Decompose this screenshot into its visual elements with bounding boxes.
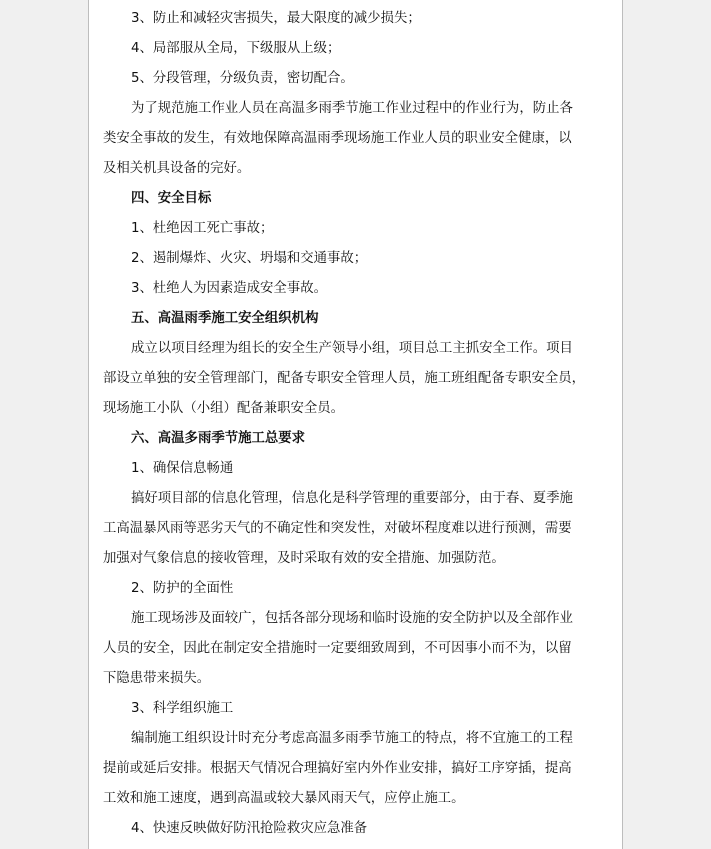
paragraph-line: 为了规范施工作业人员在高温多雨季节施工作业过程中的作业行为，防止各 — [131, 101, 573, 116]
list-item: 2、遏制爆炸、火灾、坍塌和交通事故； — [131, 251, 368, 266]
page-right-border — [622, 0, 623, 849]
list-item: 3、防止和减轻灾害损失，最大限度的减少损失； — [131, 11, 421, 26]
list-item: 4、局部服从全局，下级服从上级； — [131, 41, 341, 56]
subsection-heading: 3、科学组织施工 — [131, 701, 234, 716]
paragraph-line: 提前或延后安排。根据天气情况合理搞好室内外作业安排，搞好工序穿插，提高 — [103, 761, 572, 776]
paragraph-line: 人员的安全，因此在制定安全措施时一定要细致周到，不可因事小而不为，以留 — [103, 641, 572, 656]
subsection-heading: 1、确保信息畅通 — [131, 461, 234, 476]
paragraph-line: 下隐患带来损失。 — [103, 671, 211, 686]
subsection-heading: 2、防护的全面性 — [131, 581, 234, 596]
list-item: 1、杜绝因工死亡事故； — [131, 221, 274, 236]
paragraph-line: 编制施工组织设计时充分考虑高温多雨季节施工的特点，将不宜施工的工程 — [131, 731, 573, 746]
paragraph-line: 现场施工小队（小组）配备兼职安全员。 — [103, 401, 345, 416]
paragraph-line: 加强对气象信息的接收管理，及时采取有效的安全措施、加强防范。 — [103, 551, 505, 566]
section-heading: 四、安全目标 — [131, 191, 212, 206]
paragraph-line: 工高温暴风雨等恶劣天气的不确定性和突发性，对破坏程度难以进行预测，需要 — [103, 521, 572, 536]
list-item: 5、分段管理，分级负责，密切配合。 — [131, 71, 354, 86]
section-heading: 六、高温多雨季节施工总要求 — [131, 431, 306, 446]
paragraph-line: 及相关机具设备的完好。 — [103, 161, 251, 176]
subsection-heading: 4、快速反映做好防汛抢险救灾应急准备 — [131, 821, 368, 836]
page-left-border — [88, 0, 89, 849]
paragraph-line: 工效和施工速度，遇到高温或较大暴风雨天气，应停止施工。 — [103, 791, 465, 806]
paragraph-line: 类安全事故的发生，有效地保障高温雨季现场施工作业人员的职业安全健康，以 — [103, 131, 572, 146]
document-page — [88, 0, 623, 849]
paragraph-line: 施工现场涉及面较广，包括各部分现场和临时设施的安全防护以及全部作业 — [131, 611, 573, 626]
paragraph-line: 搞好项目部的信息化管理，信息化是科学管理的重要部分，由于春、夏季施 — [131, 491, 573, 506]
list-item: 3、杜绝人为因素造成安全事故。 — [131, 281, 327, 296]
paragraph-line: 成立以项目经理为组长的安全生产领导小组，项目总工主抓安全工作。项目 — [131, 341, 573, 356]
paragraph-line: 部设立单独的安全管理部门，配备专职安全管理人员，施工班组配备专职安全员， — [103, 371, 586, 386]
section-heading: 五、高温雨季施工安全组织机构 — [131, 311, 319, 326]
